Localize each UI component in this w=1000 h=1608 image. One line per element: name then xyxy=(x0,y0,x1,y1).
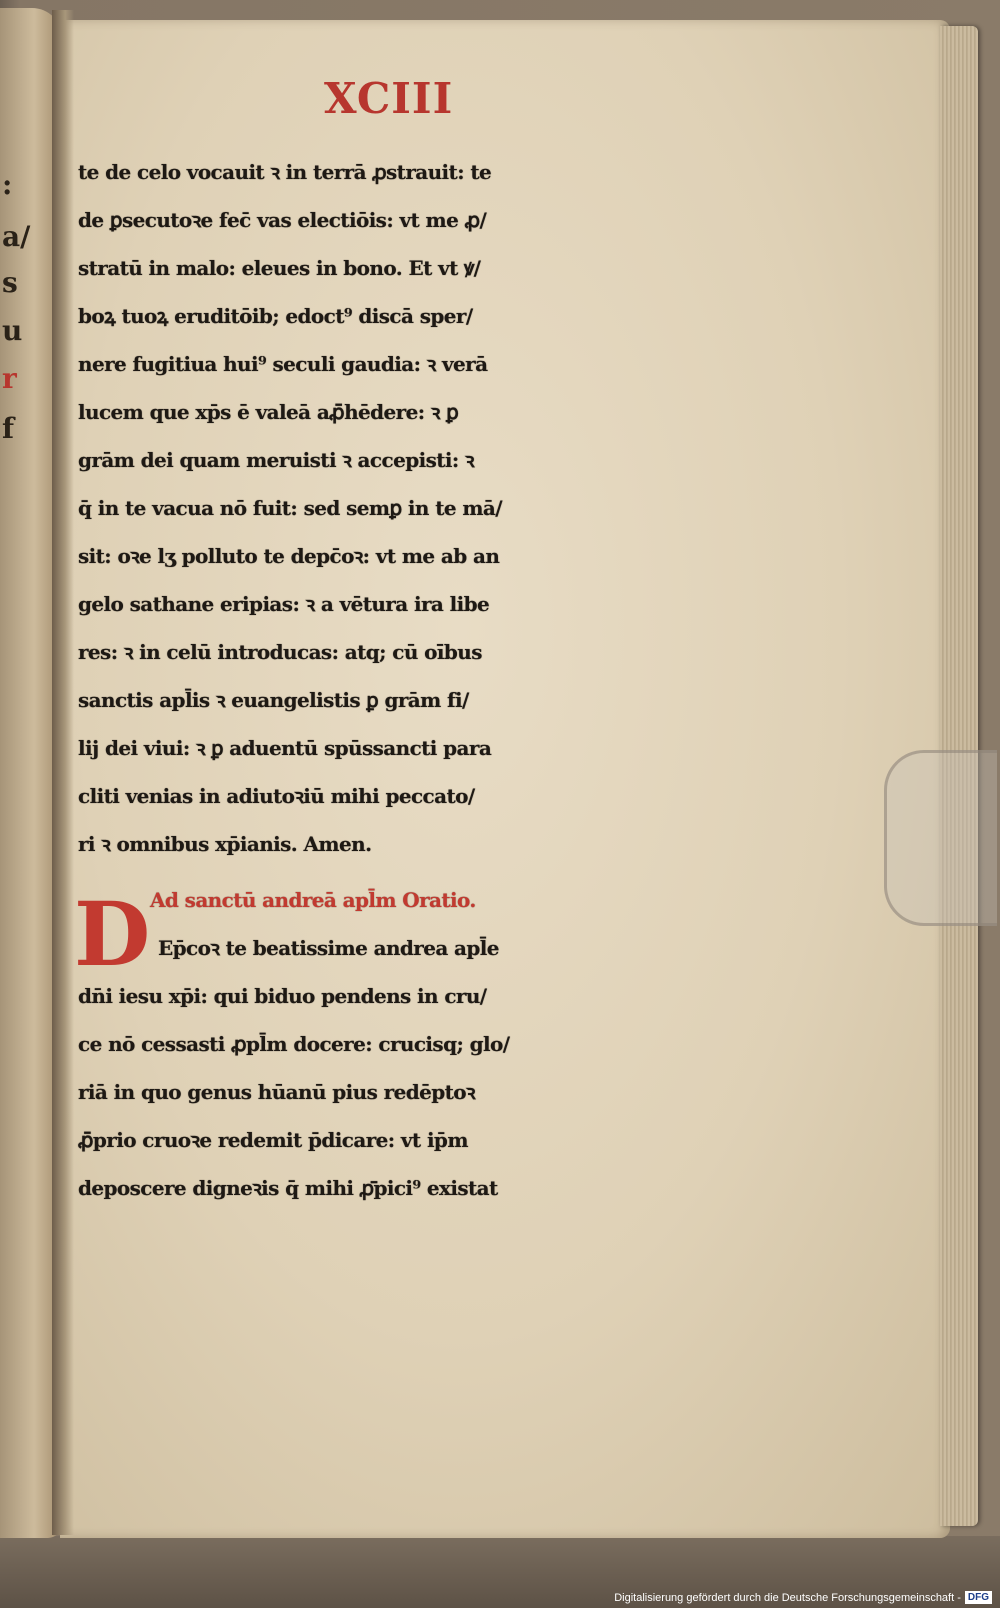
clasp-shadow xyxy=(884,750,997,926)
text-line: dn̄i iesu xp̄i: qui biduo pendens in cru/ xyxy=(78,984,487,1008)
text-line: de ꝑsecutoꝛe fec̄ vas electiōis: vt me ꝓ/ xyxy=(78,208,487,232)
text-line: sit: oꝛe lʒ polluto te depc̄oꝛ: vt me ab an xyxy=(78,544,500,568)
folio-number: XCIII xyxy=(324,74,454,123)
credit-text: Digitalisierung gefördert durch die Deutsche Forschungsgemeinschaft - xyxy=(614,1591,961,1604)
text-line: stratū in malo: eleues in bono. Et vt ꝟ/ xyxy=(78,256,481,280)
text-line: res: ꝛ in celū introducas: atq; cū oībus xyxy=(78,640,482,664)
text-line: gelo sathane eripias: ꝛ a vētura ira libe xyxy=(78,592,490,616)
text-line: ce nō cessasti ꝓpl̄m docere: crucisq; glo/ xyxy=(78,1032,510,1056)
text-line: lucem que xp̄s ē valeā aꝓ̄hēdere: ꝛ ꝑ xyxy=(78,400,459,424)
text-line: Ep̄coꝛ te beatissime andrea apl̄e xyxy=(158,936,499,960)
text-line: nere fugitiua hui⁹ seculi gaudia: ꝛ verā xyxy=(78,352,488,376)
text-line: cliti venias in adiutoꝛiū mihi peccato/ xyxy=(78,784,475,808)
left-page-fragment: a/ xyxy=(2,220,31,253)
prayer-section xyxy=(74,876,778,1212)
text-line: sanctis apl̄is ꝛ euangelistis ꝑ grām fi/ xyxy=(78,688,469,712)
left-page-fragment: : xyxy=(2,168,13,201)
text-line: ꝓ̄prio cruoꝛe redemit p̄dicare: vt ip̄m xyxy=(78,1128,468,1152)
text-line: deposcere digneꝛis q̄ mihi ꝓ̄pici⁹ existat xyxy=(78,1176,498,1200)
text-line: lij dei viui: ꝛ ꝑ aduentū spūssancti para xyxy=(78,736,492,760)
left-page-fragment: f xyxy=(2,412,15,445)
text-line: q̄ in te vacua nō fuit: sed semꝑ in te mā/ xyxy=(78,496,502,520)
text-line: ri ꝛ omnibus xp̄ianis. Amen. xyxy=(78,832,372,856)
text-line: riā in quo genus hūanū pius redēptoꝛ xyxy=(78,1080,475,1104)
text-line: grām dei quam meruisti ꝛ accepisti: ꝛ xyxy=(78,448,474,472)
left-page-fragment: r xyxy=(2,362,17,395)
page-gutter xyxy=(52,10,74,1535)
digitization-credit xyxy=(614,1591,992,1604)
main-text-block xyxy=(78,148,778,868)
dfg-logo-icon: DFG xyxy=(965,1591,992,1604)
left-page-fragment: s xyxy=(2,266,18,299)
rubricated-initial: D xyxy=(74,882,151,986)
text-line: boꝝ tuoꝝ eruditōib; edoct⁹ discā sper/ xyxy=(78,304,473,328)
prayer-heading: Ad sanctū andreā apl̄m Oratio. xyxy=(150,888,476,912)
text-line: te de celo vocauit ꝛ in terrā ꝓstrauit: te xyxy=(78,160,492,184)
left-page-fragment: u xyxy=(2,314,23,347)
